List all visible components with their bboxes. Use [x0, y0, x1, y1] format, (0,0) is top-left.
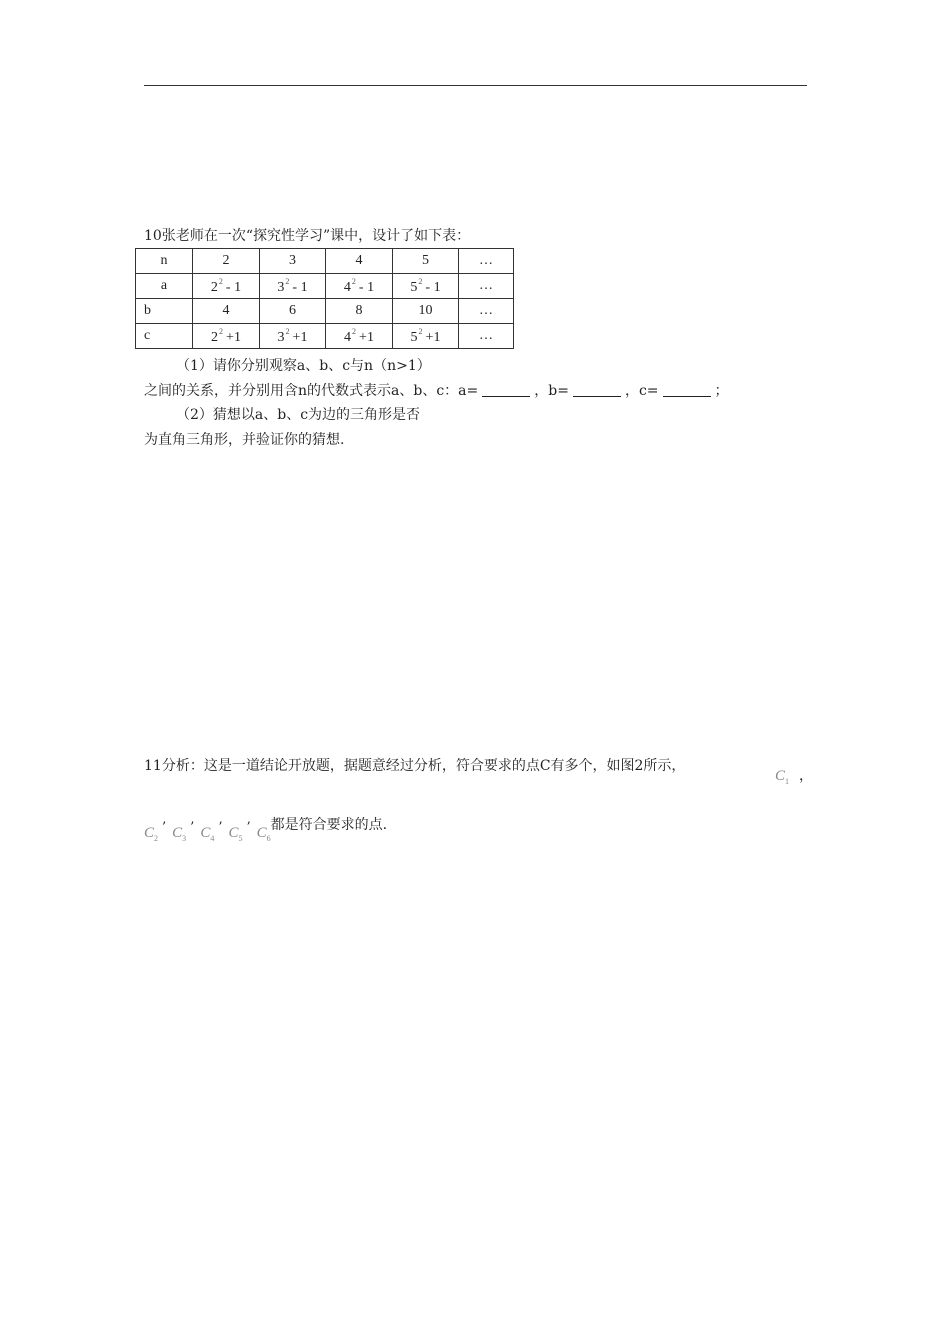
point-label: $C_4$ — [200, 825, 215, 843]
q10-table — [135, 248, 514, 349]
q10-part1-line1: （1）请你分别观察a、b、c与n（n>1） — [176, 358, 431, 374]
q10-label-b: ，b= — [534, 383, 569, 399]
q11-comma: ， — [799, 768, 814, 784]
separator: ’ — [190, 820, 195, 835]
q11-line1 — [144, 756, 685, 776]
q10-part1-line2 — [144, 381, 729, 401]
table-cell: … — [459, 249, 514, 274]
table-row-label: c — [136, 324, 193, 349]
answer-blank-b — [573, 382, 621, 397]
table-cell: 4 — [193, 299, 260, 324]
table-cell: 2 — [193, 249, 260, 274]
q11-line2 — [144, 815, 387, 849]
q11-points — [144, 820, 271, 843]
table-row-label: a — [136, 274, 193, 299]
table-cell: 3 — [260, 249, 326, 274]
table-cell: 8 — [326, 299, 393, 324]
table-cell: … — [459, 324, 514, 349]
table-cell: … — [459, 274, 514, 299]
header-rule — [144, 85, 807, 86]
point-label: $C_6$ — [256, 825, 271, 843]
table-row-label: n — [136, 249, 193, 274]
table-cell: 6 — [260, 299, 326, 324]
q11-point-c1 — [775, 766, 813, 792]
point-label: $C_3$ — [172, 825, 187, 843]
separator: ’ — [162, 820, 167, 835]
q10-part1-end: ； — [714, 383, 729, 399]
table-cell: $3^2 +1$ — [260, 324, 326, 349]
separator: ’ — [218, 820, 223, 835]
table-row — [136, 299, 514, 324]
table-cell: $5^2 +1$ — [393, 324, 459, 349]
table-cell: 4 — [326, 249, 393, 274]
answer-blank-c — [663, 382, 711, 397]
table-cell: 10 — [393, 299, 459, 324]
table-row — [136, 324, 514, 349]
separator: ’ — [246, 820, 251, 835]
point-label: $C_5$ — [228, 825, 243, 843]
table-row — [136, 249, 514, 274]
table-cell: $2^2 +1$ — [193, 324, 260, 349]
q11-tail: 都是符合要求的点. — [270, 817, 388, 833]
table-cell: $5^2 - 1$ — [393, 274, 459, 299]
table-cell: 5 — [393, 249, 459, 274]
q10-part1-prefix: 之间的关系，并分别用含n的代数式表示a、b、c：a= — [144, 383, 479, 399]
q10-part2-line1: （2）猜想以a、b、c为边的三角形是否 — [176, 407, 421, 423]
point-label: $C_2$ — [144, 825, 159, 843]
table-row — [136, 274, 514, 299]
table-cell: $4^2 - 1$ — [326, 274, 393, 299]
table-cell: $2^2 - 1$ — [193, 274, 260, 299]
q10-intro: 10张老师在一次“探究性学习”课中，设计了如下表： — [144, 228, 471, 244]
table-cell: $4^2 +1$ — [326, 324, 393, 349]
q11-text: 11分析：这是一道结论开放题，据题意经过分析，符合要求的点C有多个，如图2所示， — [144, 758, 686, 774]
q10-label-c: ，c= — [624, 383, 659, 399]
answer-blank-a — [482, 382, 530, 397]
table-row-label: b — [136, 299, 193, 324]
point-label: $C_1$ — [775, 768, 790, 786]
table-cell: $3^2 - 1$ — [260, 274, 326, 299]
table-cell: … — [459, 299, 514, 324]
q10-part2-line2: 为直角三角形，并验证你的猜想. — [144, 432, 345, 448]
